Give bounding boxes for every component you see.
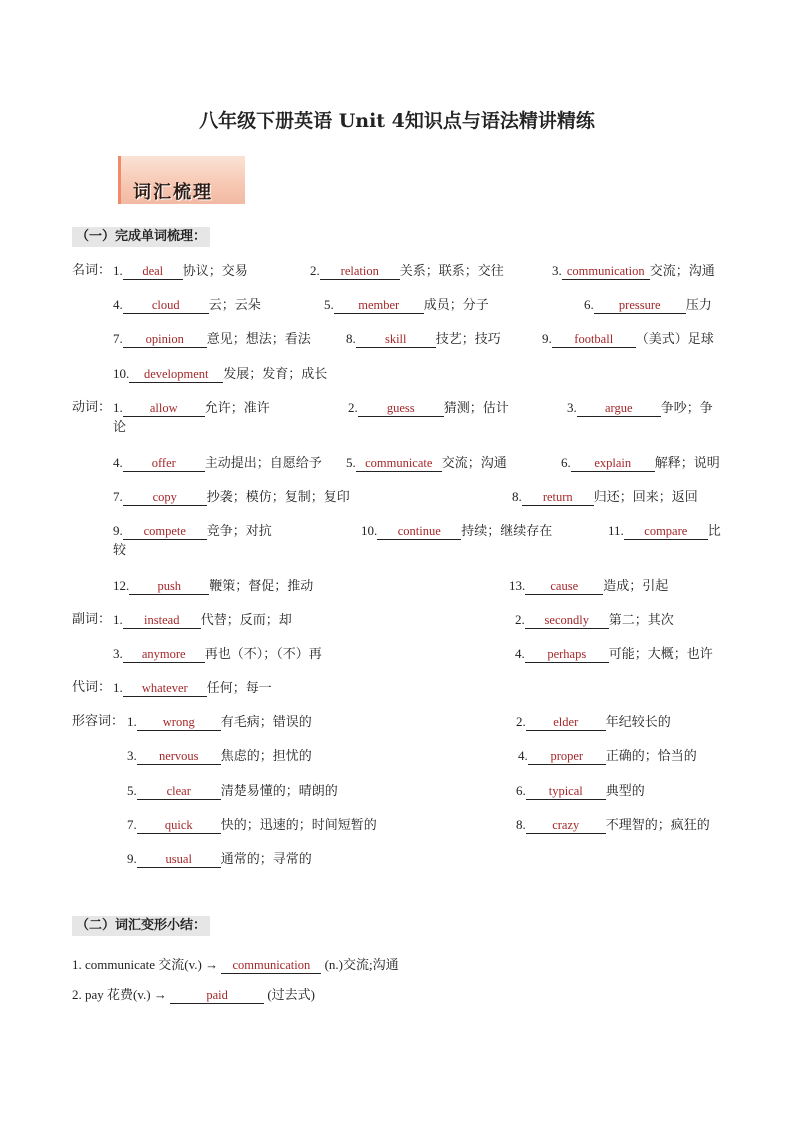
item-number: 9. <box>127 851 137 866</box>
answer-blank: secondly <box>525 612 609 629</box>
answer-blank: whatever <box>123 680 207 697</box>
list-item <box>113 365 327 384</box>
item-number: 6. <box>584 297 594 312</box>
list-item <box>127 713 312 732</box>
list-item <box>346 330 501 349</box>
answer-blank: paid <box>170 987 264 1004</box>
answer-blank: football <box>552 331 636 348</box>
answer-blank: member <box>334 297 424 314</box>
answer-blank: proper <box>528 748 606 765</box>
item-number: 5. <box>127 783 137 798</box>
answer-blank: return <box>522 489 594 506</box>
item-text: 比 <box>707 524 721 539</box>
list-item <box>113 522 272 541</box>
answer-blank: instead <box>123 612 201 629</box>
item-text: 意见；想法；看法 <box>206 332 311 347</box>
item-number: 3. <box>127 748 137 763</box>
label-pronoun: 代词： <box>72 680 112 695</box>
list-item <box>113 611 292 630</box>
item-text: 猜测；估计 <box>443 401 509 416</box>
list-item <box>127 747 312 766</box>
answer-blank: quick <box>137 817 221 834</box>
item-text: 焦虑的；担忧的 <box>220 749 312 764</box>
list-item <box>113 488 350 507</box>
item-text: 不理智的；疯狂的 <box>605 818 710 833</box>
answer-blank: cloud <box>123 297 209 314</box>
item-text: 抄袭；模仿；复制；复印 <box>206 490 350 505</box>
item-number: (n.)交流;沟通 <box>321 957 399 972</box>
item-number: 1. <box>113 680 123 695</box>
item-number: 3. <box>567 400 577 415</box>
item-number: 4. <box>113 297 123 312</box>
item-number: 2. <box>515 612 525 627</box>
list-item <box>113 679 272 698</box>
answer-blank: argue <box>577 400 661 417</box>
item-number: 12. <box>113 578 130 593</box>
item-number: 6. <box>516 783 526 798</box>
answer-blank: usual <box>137 851 221 868</box>
list-item <box>72 956 399 975</box>
list-item <box>113 542 126 560</box>
list-item <box>518 747 697 766</box>
item-text: 再也（不）；（不）再 <box>204 647 322 662</box>
list-item <box>324 296 489 315</box>
item-number: 1. <box>127 714 137 729</box>
label-adjective: 形容词： <box>72 714 125 729</box>
item-text: 年纪较长的 <box>605 715 671 730</box>
list-item <box>584 296 712 315</box>
list-item <box>509 577 668 596</box>
item-number: 9. <box>113 523 123 538</box>
item-number: 8. <box>346 331 356 346</box>
item-number: 4. <box>518 748 528 763</box>
list-item <box>127 782 338 801</box>
answer-blank: development <box>129 366 223 383</box>
item-text: 允许；准许 <box>204 401 270 416</box>
item-text: 交流；沟通 <box>649 264 715 279</box>
list-item <box>512 488 698 507</box>
list-item <box>608 522 721 541</box>
item-text: 归还；回来；返回 <box>593 490 698 505</box>
item-number: 11. <box>608 523 624 538</box>
item-number: 9. <box>542 331 552 346</box>
item-text: 交流；沟通 <box>441 456 507 471</box>
item-text: 协议；交易 <box>182 264 248 279</box>
list-item <box>113 645 322 664</box>
list-item <box>348 399 509 418</box>
item-number: 8. <box>512 489 522 504</box>
item-number: 2. <box>348 400 358 415</box>
list-item <box>113 262 248 281</box>
section-heading-1: （一）完成单词梳理： <box>72 227 210 247</box>
item-text: （美式）足球 <box>635 332 714 347</box>
list-item <box>113 419 126 437</box>
item-text: 云；云朵 <box>208 298 261 313</box>
answer-blank: opinion <box>123 331 207 348</box>
answer-blank: communicate <box>356 455 442 472</box>
item-text: 关系；联系；交往 <box>399 264 504 279</box>
item-text: 压力 <box>685 298 712 313</box>
item-number: 2. pay 花费(v.) → <box>72 987 171 1002</box>
item-number: 1. <box>113 400 123 415</box>
item-text: 可能；大概；也许 <box>608 647 713 662</box>
answer-blank: compare <box>624 523 708 540</box>
item-text: 争吵；争 <box>660 401 713 416</box>
list-item <box>516 782 645 801</box>
item-number: 4. <box>515 646 525 661</box>
list-item <box>552 262 715 281</box>
item-number: 13. <box>509 578 526 593</box>
item-number: 2. <box>310 263 320 278</box>
answer-blank: communication <box>221 957 321 974</box>
answer-blank: clear <box>137 783 221 800</box>
item-text: 持续；继续存在 <box>461 524 553 539</box>
item-number: 2. <box>516 714 526 729</box>
item-text: 正确的；恰当的 <box>605 749 697 764</box>
list-item <box>113 454 322 473</box>
item-number: (过去式) <box>264 987 316 1002</box>
item-text: 成员；分子 <box>423 298 489 313</box>
item-text: 有毛病；错误的 <box>220 715 312 730</box>
list-item <box>515 645 713 664</box>
list-item <box>516 713 671 732</box>
item-text: 发展；发育；成长 <box>223 367 328 382</box>
list-item <box>567 399 713 418</box>
item-text: 快的；迅速的；时间短暂的 <box>220 818 377 833</box>
item-text: 竞争；对抗 <box>206 524 272 539</box>
answer-blank: skill <box>356 331 436 348</box>
item-text: 清楚易懂的；晴朗的 <box>220 784 338 799</box>
list-item <box>515 611 674 630</box>
answer-blank: anymore <box>123 646 205 663</box>
answer-blank: guess <box>358 400 444 417</box>
item-number: 7. <box>113 489 123 504</box>
answer-blank: elder <box>526 714 606 731</box>
answer-blank: compete <box>123 523 207 540</box>
answer-blank: allow <box>123 400 205 417</box>
item-text: 技艺；技巧 <box>435 332 501 347</box>
item-number: 7. <box>127 817 137 832</box>
section-heading-2: （二）词汇变形小结： <box>72 916 210 936</box>
item-number: 1. communicate 交流(v.) → <box>72 957 222 972</box>
answer-blank: perhaps <box>525 646 609 663</box>
item-text: 代替；反而；却 <box>200 613 292 628</box>
list-item <box>346 454 507 473</box>
item-text: 通常的；寻常的 <box>220 852 312 867</box>
page-title: 八年级下册英语 Unit 4知识点与语法精讲精练 <box>199 110 595 132</box>
label-verb: 动词： <box>72 400 112 415</box>
answer-blank: wrong <box>137 714 221 731</box>
list-item <box>113 330 311 349</box>
answer-blank: cause <box>525 578 603 595</box>
answer-blank: push <box>129 578 209 595</box>
list-item <box>561 454 720 473</box>
item-text: 第二；其次 <box>608 613 674 628</box>
list-item <box>310 262 504 281</box>
answer-blank: explain <box>571 455 655 472</box>
label-noun: 名词： <box>72 263 112 278</box>
item-number: 1. <box>113 263 123 278</box>
answer-blank: copy <box>123 489 207 506</box>
list-item <box>361 522 552 541</box>
item-text: 任何；每一 <box>206 681 272 696</box>
item-text: 较 <box>113 543 127 558</box>
label-adverb: 副词： <box>72 612 112 627</box>
answer-blank: nervous <box>137 748 221 765</box>
section-banner <box>118 156 245 204</box>
item-number: 10. <box>361 523 378 538</box>
banner-label: 词汇梳理 <box>133 182 213 203</box>
answer-blank: typical <box>526 783 606 800</box>
list-item <box>72 986 315 1005</box>
list-item <box>113 399 270 418</box>
answer-blank: communication <box>562 263 650 280</box>
item-number: 7. <box>113 331 123 346</box>
item-text: 鞭策；督促；推动 <box>209 579 314 594</box>
list-item <box>113 296 261 315</box>
item-text: 论 <box>113 420 127 435</box>
list-item <box>127 816 377 835</box>
answer-blank: relation <box>320 263 400 280</box>
answer-blank: offer <box>123 455 205 472</box>
answer-blank: pressure <box>594 297 686 314</box>
item-number: 1. <box>113 612 123 627</box>
list-item <box>516 816 710 835</box>
list-item <box>542 330 714 349</box>
item-text: 典型的 <box>605 784 645 799</box>
answer-blank: continue <box>377 523 461 540</box>
item-number: 3. <box>113 646 123 661</box>
item-number: 6. <box>561 455 571 470</box>
item-number: 8. <box>516 817 526 832</box>
answer-blank: crazy <box>526 817 606 834</box>
item-text: 解释；说明 <box>654 456 720 471</box>
item-number: 5. <box>346 455 356 470</box>
item-number: 10. <box>113 366 130 381</box>
item-number: 5. <box>324 297 334 312</box>
item-number: 3. <box>552 263 562 278</box>
item-text: 主动提出；自愿给予 <box>204 456 322 471</box>
answer-blank: deal <box>123 263 183 280</box>
item-text: 造成；引起 <box>603 579 669 594</box>
item-number: 4. <box>113 455 123 470</box>
list-item <box>127 850 312 869</box>
list-item <box>113 577 313 596</box>
